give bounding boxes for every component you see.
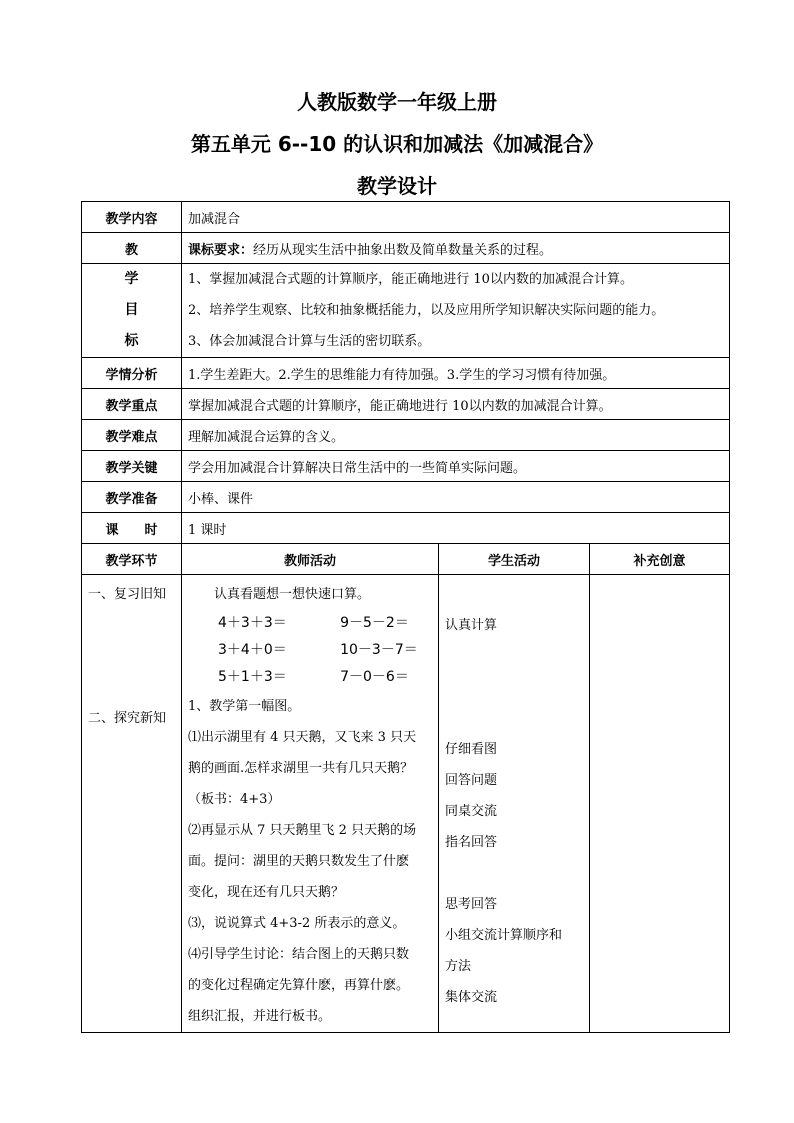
calc-row-1 bbox=[188, 610, 434, 637]
header-stage: 教学环节 bbox=[82, 544, 182, 575]
row-hours bbox=[82, 513, 730, 544]
doc-subtitle: 第五单元 6--10 的认识和加减法《加减混合》 bbox=[190, 132, 604, 156]
lesson-plan-table bbox=[81, 201, 730, 1033]
goal-char-2: 学 bbox=[124, 271, 139, 287]
calc-3a: 5＋1＋3＝ bbox=[218, 669, 287, 685]
header-extra: 补充创意 bbox=[590, 544, 730, 575]
standard-cell bbox=[182, 233, 730, 264]
calc-row-3 bbox=[188, 664, 434, 691]
row-difficulty bbox=[82, 420, 730, 451]
teacher-line: 组织汇报，并进行板书。 bbox=[188, 1009, 332, 1024]
label-crux: 教学关键 bbox=[82, 451, 182, 482]
row-prep bbox=[82, 482, 730, 513]
student-item: 思考回答 bbox=[445, 897, 498, 912]
value-prep: 小棒、课件 bbox=[182, 482, 730, 513]
teacher-line: ⑵再显示从 7 只天鹅里飞 2 只天鹅的场 bbox=[188, 823, 417, 838]
value-analysis: 1.学生差距大。2.学生的思维能力有待加强。3.学生的学习习惯有待加强。 bbox=[182, 358, 730, 389]
label-prep: 教学准备 bbox=[82, 482, 182, 513]
calc-3b: 7－0－6＝ bbox=[340, 669, 409, 685]
goal-item-2: 2、培养学生观察、比较和抽象概括能力，以及应用所学知识解决实际问题的能力。 bbox=[188, 303, 665, 318]
calc-row-2 bbox=[188, 637, 434, 664]
calc-2a: 3＋4＋0＝ bbox=[218, 642, 287, 658]
row-content bbox=[82, 202, 730, 233]
label-difficulty: 教学难点 bbox=[82, 420, 182, 451]
goal-item-1: 1、掌握加减混合式题的计算顺序，能正确地进行 10以内数的加减混合计算。 bbox=[188, 272, 633, 287]
teacher-cell bbox=[182, 575, 439, 1033]
header-student: 学生活动 bbox=[439, 544, 590, 575]
teacher-line: ⑴出示湖里有 4 只天鹅，又飞来 3 只天 bbox=[188, 730, 417, 745]
goal-item-3: 3、体会加减混合计算与生活的密切联系。 bbox=[188, 334, 431, 349]
process-row bbox=[82, 575, 730, 1033]
student-item: 同桌交流 bbox=[445, 804, 498, 819]
student-first: 认真计算 bbox=[445, 618, 498, 633]
row-goals bbox=[82, 264, 730, 358]
calc-2b: 10－3－7＝ bbox=[340, 642, 418, 658]
label-hours: 课 时 bbox=[82, 513, 182, 544]
teacher-line: 变化，现在还有几只天鹅？ bbox=[188, 885, 345, 900]
doc-heading: 教学设计 bbox=[357, 174, 437, 198]
student-item: 小组交流计算顺序和 bbox=[445, 928, 563, 943]
label-key: 教学重点 bbox=[82, 389, 182, 420]
doc-title: 人教版数学一年级上册 bbox=[297, 90, 497, 114]
goal-char-1: 教 bbox=[82, 233, 182, 264]
student-cell bbox=[439, 575, 590, 1033]
teacher-line: 鹅的画面.怎样求湖里一共有几只天鹅？ bbox=[188, 761, 414, 776]
value-content: 加减混合 bbox=[182, 202, 730, 233]
student-item: 集体交流 bbox=[445, 990, 498, 1005]
student-item: 指名回答 bbox=[445, 835, 498, 850]
calc-1b: 9－5－2＝ bbox=[340, 615, 409, 631]
teacher-line: 面。提问：湖里的天鹅只数发生了什麽 bbox=[188, 854, 410, 869]
teacher-line: ⑷引导学生讨论：结合图上的天鹅只数 bbox=[188, 947, 410, 962]
teacher-line: （板书：4+3） bbox=[188, 792, 281, 807]
teacher-line: 的变化过程确定先算什麽，再算什麽。 bbox=[188, 978, 410, 993]
row-crux bbox=[82, 451, 730, 482]
value-key: 掌握加减混合式题的计算顺序，能正确地进行 10以内数的加减混合计算。 bbox=[182, 389, 730, 420]
goals-cell bbox=[182, 264, 730, 358]
stage-explore: 二、探究新知 bbox=[88, 711, 167, 726]
label-content: 教学内容 bbox=[82, 202, 182, 233]
extra-cell bbox=[590, 575, 730, 1033]
goal-char-3: 目 bbox=[124, 302, 139, 318]
header-teacher: 教师活动 bbox=[182, 544, 439, 575]
teacher-line: ⑶，说说算式 4+3-2 所表示的意义。 bbox=[188, 916, 406, 931]
goal-char-4: 标 bbox=[124, 333, 139, 349]
value-hours: 1 课时 bbox=[182, 513, 730, 544]
standard-label: 课标要求： bbox=[188, 242, 254, 258]
teacher-line: 1、教学第一幅图。 bbox=[188, 699, 301, 714]
calc-1a: 4＋3＋3＝ bbox=[218, 615, 287, 631]
row-key bbox=[82, 389, 730, 420]
label-analysis: 学情分析 bbox=[82, 358, 182, 389]
student-item: 回答问题 bbox=[445, 773, 498, 788]
goal-chars-cell bbox=[82, 264, 182, 358]
value-crux: 学会用加减混合计算解决日常生活中的一些简单实际问题。 bbox=[182, 451, 730, 482]
student-item: 方法 bbox=[445, 959, 472, 974]
teacher-intro: 认真看题想一想快速口算。 bbox=[214, 587, 371, 602]
stage-review: 一、复习旧知 bbox=[88, 587, 167, 602]
standard-text: 经历从现实生活中抽象出数及简单数量关系的过程。 bbox=[253, 242, 553, 258]
process-header-row bbox=[82, 544, 730, 575]
row-standard bbox=[82, 233, 730, 264]
stage-cell bbox=[82, 575, 182, 1033]
row-analysis bbox=[82, 358, 730, 389]
student-item: 仔细看图 bbox=[445, 742, 498, 757]
value-difficulty: 理解加减混合运算的含义。 bbox=[182, 420, 730, 451]
